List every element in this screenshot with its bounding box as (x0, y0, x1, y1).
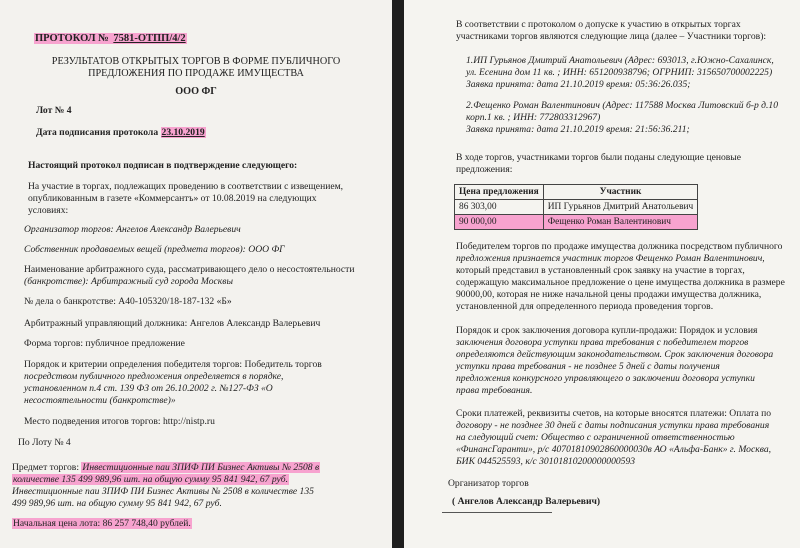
winner-line-2: предложения признается участник торгов Фещенко Роман Валентинович, (456, 253, 765, 264)
payment-line-3: на следующий счет: Общество с ограниченной ответственностью (456, 432, 735, 443)
participant-1-line-1: 1.ИП Гурьянов Дмитрий Анатольевич (Адрес: 693013, г.Южно-Сахалинск, (466, 55, 774, 66)
contract-line-1: Порядок и срок заключения договора купли-продажи: Порядок и условия (456, 325, 758, 336)
subject-highlight-1: Инвестиционные паи ЗПИФ ПИ Бизнес Активы № 2508 в (82, 462, 320, 473)
signing-date: 23.10.2019 (161, 127, 205, 138)
protocol-label: ПРОТОКОЛ № (35, 33, 112, 44)
bids-table (454, 184, 698, 230)
payment-line-4: «ФинансГаранти», р/с 40701810902860000030в АО «Альфа-Банк» г. Москва, (456, 444, 772, 455)
bid-participant: ИП Гурьянов Дмитрий Анатольевич (543, 200, 698, 215)
admission-line-1: В соответствии с протоколом о допуске к участию в открытых торгах (456, 19, 741, 30)
organizer-title: Организатор торгов (448, 478, 529, 489)
winner-line-3: который представил в установленный срок заявку на участие в торгах, (456, 265, 745, 276)
winner-line-5: 90000,00, которая не ниже начальной цены продажи имущества должника, (456, 289, 762, 300)
criteria-line-1: Порядок и критерии определения победителя торгов: Победитель торгов (24, 359, 322, 370)
header-price: Цена предложения (455, 185, 544, 200)
start-price-line (12, 518, 192, 530)
bids-intro-line-2: предложения: (456, 164, 513, 175)
bids-intro-line-1: В ходе торгов, участниками торгов были поданы следующие ценовые (456, 152, 742, 163)
protocol-title-line-1: РЕЗУЛЬТАТОВ ОТКРЫТЫХ ТОРГОВ В ФОРМЕ ПУБЛИЧНОГО (51, 56, 341, 67)
subject-repeat-2: 499 989,96 шт. на общую сумму 95 841 942, 67 руб. (12, 498, 222, 509)
criteria-line-3: установленном п.4 ст. 139 ФЗ от 26.10.2002 г. №127-ФЗ «О (24, 383, 273, 394)
contract-line-2: заключения договора уступки права требования с победителем торгов (456, 337, 749, 348)
auction-form-line: Форма торгов: публичное предложение (24, 338, 185, 349)
subject-label: Предмет торгов: (12, 462, 82, 473)
court-line-1: Наименование арбитражного суда, рассматривающего дело о несостоятельности (24, 264, 355, 275)
intro-line-3: условиях: (28, 205, 69, 216)
manager-line: Арбитражный управляющий должника: Ангелов Александр Валерьевич (24, 318, 321, 329)
lot-reference: По Лоту № 4 (18, 437, 71, 448)
results-place-line: Место подведения итогов торгов: http://nistp.ru (24, 416, 215, 427)
start-price: Начальная цена лота: 86 257 748,40 рублей. (13, 518, 191, 529)
contract-line-6: права требования. (456, 385, 533, 396)
subject-repeat-1: Инвестиционные паи ЗПИФ ПИ Бизнес Активы № 2508 в количестве 135 (12, 486, 314, 497)
participant-1-line-2: ул. Есенина дом 11 кв. ; ИНН: 651200938796; ОГРНИП: 315650700002225) (466, 67, 773, 78)
subject-line-2 (12, 474, 289, 486)
payment-line-2: договору - не позднее 30 дней с даты подписания уступки права требования (456, 420, 770, 431)
table-row (455, 215, 698, 230)
organizer-name: ( Ангелов Александр Валерьевич) (452, 496, 601, 507)
winner-line-1: Победителем торгов по продаже имущества должника посредством публичного (456, 241, 783, 252)
subject-highlight-2: количестве 135 499 989,96 шт. на общую сумму 95 841 942, 67 руб. (13, 474, 289, 485)
signing-date-label: Дата подписания протокола (36, 127, 161, 138)
protocol-page-right (404, 0, 800, 548)
protocol-heading (34, 33, 187, 45)
intro-line-1: На участие в торгах, подлежащих проведению в соответствии с извещением, (28, 181, 344, 192)
participant-2-application: Заявка принята: дата 21.10.2019 время: 21:56:36.211; (466, 124, 690, 135)
winner-line-4: содержащую максимальное предложение о цене имущества должника в размере (456, 277, 785, 288)
owner-line: Собственник продаваемых вещей (предмета торгов): ООО ФГ (24, 244, 285, 255)
subject-line-1 (12, 462, 320, 474)
header-participant: Участник (543, 185, 698, 200)
court-line-2: (банкротстве): Арбитражный суд города Москвы (24, 276, 233, 287)
participant-2-line-2: корп.1 кв. ; ИНН: 772803312967) (466, 112, 601, 123)
protocol-title-line-2: ПРЕДЛОЖЕНИЯ ПО ПРОДАЖЕ ИМУЩЕСТВА (88, 68, 304, 79)
contract-line-3: определяются действующим законодательством. Срок заключения договора (456, 349, 774, 360)
criteria-line-4: несостоятельности (банкротстве)» (24, 395, 176, 406)
payment-line-5: БИК 044525593, к/с 30101810200000000593 (456, 456, 636, 467)
criteria-line-2: посредством публичного предложения определяется в порядке, (24, 371, 284, 382)
payment-line-1: Сроки платежей, реквизиты счетов, на которые вносятся платежи: Оплата по (456, 408, 772, 419)
intro-line-2: опубликованным в газете «Коммерсантъ» от 10.08.2019 на следующих (28, 193, 317, 204)
bids-table-header (455, 185, 698, 200)
protocol-number: 7581-ОТПП/4/2 (113, 33, 186, 44)
confirm-heading: Настоящий протокол подписан в подтверждение следующего: (28, 160, 298, 171)
bid-price: 90 000,00 (455, 215, 544, 230)
winner-line-6: установленной для определенного периода проведения торгов. (456, 301, 714, 312)
organizer-line: Организатор торгов: Ангелов Александр Валерьевич (24, 224, 241, 235)
participant-1-application: Заявка принята: дата 21.10.2019 время: 05:36:26.035; (466, 79, 691, 90)
signature-line (442, 512, 552, 513)
company-name: ООО ФГ (175, 86, 217, 97)
bid-price: 86 303,00 (455, 200, 544, 215)
admission-line-2: участниками торгов являются следующие лица (далее – Участники торгов): (456, 31, 767, 42)
participant-2-line-1: 2.Фещенко Роман Валентинович (Адрес: 117588 Москва Литовский б-р д.10 (466, 100, 779, 111)
signing-date-line (36, 127, 206, 139)
case-number-line: № дела о банкротстве: А40-105320/18-187-132 «Б» (24, 296, 232, 307)
contract-line-5: предложения конкурсного управляющего о заключении договора уступки (456, 373, 755, 384)
protocol-page-left (0, 0, 392, 548)
table-row (455, 200, 698, 215)
lot-number: Лот № 4 (36, 105, 72, 116)
contract-line-4: уступки права требования - не позднее 5 дней с даты получения (456, 361, 720, 372)
bid-participant: Фещенко Роман Валентинович (543, 215, 698, 230)
